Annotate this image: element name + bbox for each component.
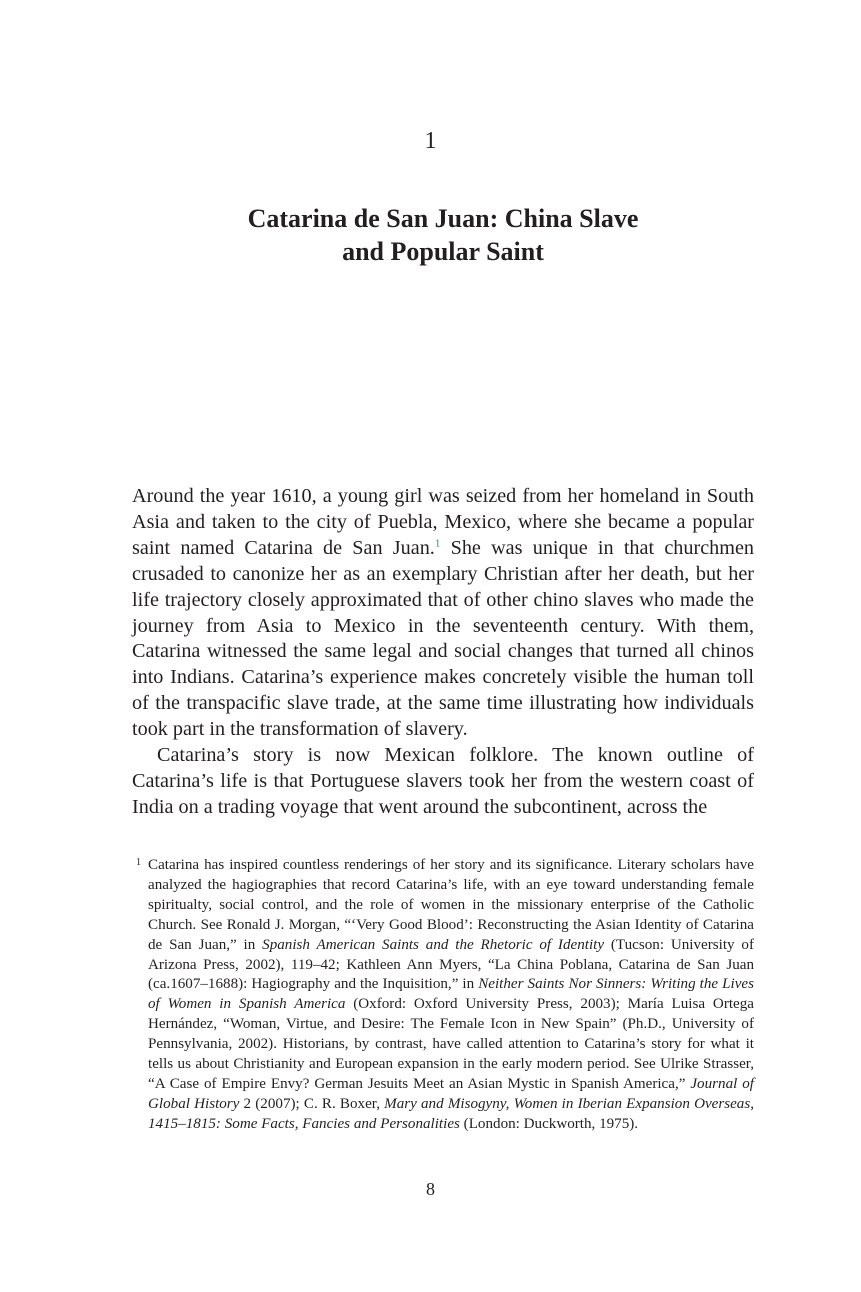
footnote-text-2: (Tucson: University of Arizona Press, 2002), 119–42; Kathleen Ann Myers, “La China Poblana, Catarina de San Juan (ca.1607–1688): Hagiography and the Inquisition,” in: [148, 936, 754, 993]
chapter-title-line-1: Catarina de San Juan: China Slave: [247, 204, 639, 233]
footnote-text-5: (London: Duckworth, 1975).: [459, 1115, 639, 1132]
footnote-1-mark: 1: [136, 857, 141, 868]
footnote-italic-title-2: Neither Saints Nor Sinners: Writing the Lives of Women in Spanish America: [148, 976, 754, 1013]
footnote-1: [132, 856, 754, 1135]
footnote-italic-title-4: Mary and Misogyny, Women in Iberian Expansion Overseas, 1415–1815: Some Facts, Fancies and Personalities: [148, 1095, 755, 1132]
paragraph-1-part-b: She was unique in that churchmen crusaded to canonize her as an exemplary Christian after her death, but her life trajectory closely approximated that of other chino slaves who made the journey from Asia to Mexico in the seventeenth century. With them, Catarina witnessed the same legal and social changes that turned all chinos into Indians. Catarina’s experience makes concretely visible the human toll of the transpacific slave trade, at the same time illustrating how individuals took part in the transformation of slavery.: [132, 536, 755, 741]
paragraph-1-part-a: Around the year 1610, a young girl was seized from her homeland in South Asia and taken to the city of Puebla, Mexico, where she became a popular saint named Catarina de San Juan.: [132, 485, 754, 559]
footnote-reference-1[interactable]: 1: [434, 537, 441, 550]
footnote-text-3: (Oxford: Oxford University Press, 2003); María Luisa Ortega Hernández, “Woman, Virtue, and Desire: The Female Icon in New Spain” (Ph.D., University of Pennsylvania, 2002). Historians, by contrast, have called attention to Catarina’s story for what it tells us about Christianity and European expansion in the early modern period. See Ulrike Strasser, “A Case of Empire Envy? German Jesuits Meet an Asian Mystic in Spanish America,”: [148, 996, 754, 1092]
body-text: [132, 484, 754, 821]
footnotes: [132, 856, 754, 1135]
paragraph-1: [132, 484, 754, 743]
footnote-italic-title-1: Spanish American Saints and the Rhetoric of Identity: [262, 936, 605, 953]
chapter-title-line-2: and Popular Saint: [342, 237, 544, 266]
footnote-text-1: Catarina has inspired countless renderings of her story and its significance. Literary scholars have analyzed the hagiographies that record Catarina’s life, with an eye toward understanding female spiritualty, social control, and the role of women in the missionary enterprise of the Catholic Church. See Ronald J. Morgan, “‘Very Good Blood’: Reconstructing the Asian Identity of Catarina de San Juan,” in: [148, 857, 754, 953]
paragraph-2: Catarina’s story is now Mexican folklore. The known outline of Catarina’s life is that Portuguese slavers took her from the western coast of India on a trading voyage that went around the subcontinent, across the: [132, 744, 754, 818]
footnote-italic-title-3: Journal of Global History: [148, 1075, 754, 1112]
chapter-number: 1: [424, 128, 437, 154]
page-number: 8: [426, 1179, 435, 1199]
footnote-text-4: 2 (2007); C. R. Boxer,: [239, 1095, 385, 1112]
chapter-title: [132, 202, 754, 268]
